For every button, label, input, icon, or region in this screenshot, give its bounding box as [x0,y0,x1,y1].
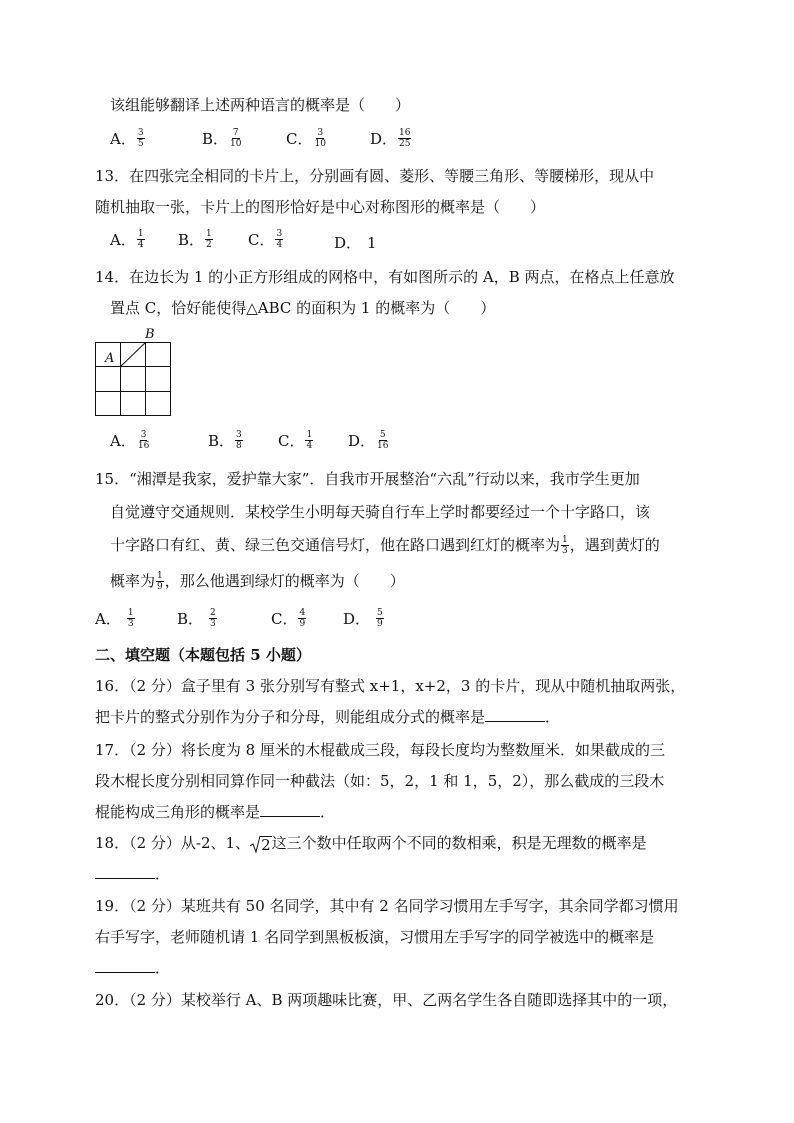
q14-grid-figure [95,324,175,418]
q13-option-c: C． $\frac{3}{4}$ [248,229,283,250]
q17-line-2: 段木棍长度分别相同算作同一种截法（如：5，2，1 和 1，5，2），那么截成的三段木 [95,772,665,790]
q14-option-a: A． $\frac{3}{16}$ [110,430,150,451]
yellow-light-fraction: $\frac{1}{9}$ [157,570,163,592]
q17-answer-blank[interactable] [260,802,320,817]
q17-line-1: 17．（2 分）将长度为 8 厘米的木棍截成三段，每段长度均为整数厘米．如果截成的三 [95,741,665,759]
q16-answer-blank[interactable] [485,707,545,722]
q16-line-1: 16．（2 分）盒子里有 3 张分别写有整式 x+1，x+2，3 的卡片，现从中随机抽取两张， [95,677,686,695]
q14-options [110,430,510,458]
q15-option-a: A． $\frac{1}{3}$ [95,608,134,629]
q18-line-2: ． [95,864,170,884]
q15-line-3: 十字路口有红、黄、绿三色交通信号灯，他在路口遇到红灯的概率为 $\frac{1}{3}$ ，遇到黄灯的 [110,534,660,556]
radical-sign-icon [250,835,260,853]
q12-options [110,128,510,156]
q18-answer-blank[interactable] [95,864,155,879]
q15-option-b: B． $\frac{2}{3}$ [177,608,216,629]
q15-line-2: 自觉遵守交通规则．某校学生小明每天骑自行车上学时都要经过一个十字路口，该 [110,503,651,521]
q17-line-3: 棍能构成三角形的概率是 ． [95,803,336,821]
q15-option-d: D． $\frac{5}{9}$ [343,608,383,629]
q13-line-2: 随机抽取一张，卡片上的图形恰好是中心对称图形的概率是（ ） [95,198,546,216]
q20-line-1: 20．（2 分）某校举行 A、B 两项趣味比赛，甲、乙两名学生各自随即选择其中的一项， [95,991,678,1009]
q14-option-c: C． $\frac{1}{4}$ [278,430,313,451]
q12-option-c: C． $\frac{3}{10}$ [286,128,326,149]
q12-tail: 该组能够翻译上述两种语言的概率是（ ） [110,96,411,114]
q19-line-1: 19．（2 分）某班共有 50 名同学，其中有 2 名同学习惯用左手写字，其余同学都习惯用 [95,897,679,915]
q13-line-1: 13．在四张完全相同的卡片上，分别画有圆、菱形、等腰三角形、等腰梯形，现从中 [95,167,655,185]
q14-point-a-label: A [105,351,115,366]
q12-option-d: D． $\frac{16}{25}$ [370,128,411,149]
q13-option-d: D． 1 [334,234,377,252]
q15-option-c: C． $\frac{4}{9}$ [271,608,306,629]
q14-option-d: D． $\frac{5}{16}$ [348,430,389,451]
q14-option-b: B． $\frac{3}{8}$ [208,430,242,451]
q15-options [95,608,495,636]
q14-line-2: 置点 C，恰好能使得△ABC 的面积为 1 的概率为（ ） [110,299,496,317]
q13-option-b: B． $\frac{1}{2}$ [178,229,212,250]
red-light-fraction: $\frac{1}{3}$ [562,534,568,556]
q14-point-b-label: B [145,327,155,342]
q18-line-1: 18．（2 分）从-2、1、 2 这三个数中任取两个不同的数相乘，积是无理数的概率是 [95,834,647,854]
q12-option-b: B． $\frac{7}{10}$ [202,128,242,149]
q16-line-2: 把卡片的整式分别作为分子和分母，则能组成分式的概率是 ． [95,708,561,726]
q15-line-4: 概率为 $\frac{1}{9}$ ，那么他遇到绿灯的概率为（ ） [110,570,405,592]
q19-answer-blank[interactable] [95,958,155,973]
q19-line-2: 右手写字，老师随机请 1 名同学到黑板板演，习惯用左手写字的同学被选中的概率是 [95,928,655,946]
q14-line-1: 14．在边长为 1 的小正方形组成的网格中，有如图所示的 A，B 两点，在格点上任意放 [95,268,675,286]
q13-option-a: A． $\frac{1}{4}$ [110,229,144,250]
q13-options [110,229,510,257]
q19-line-3: ． [95,958,170,978]
section-2-heading: 二、填空题（本题包括 5 小题） [95,646,311,664]
sqrt-2: 2 [250,835,272,853]
q12-option-a: A． $\frac{3}{5}$ [110,128,144,149]
q15-line-1: 15．“湘潭是我家，爱护靠大家”．自我市开展整治“六乱”行动以来，我市学生更加 [95,470,640,488]
